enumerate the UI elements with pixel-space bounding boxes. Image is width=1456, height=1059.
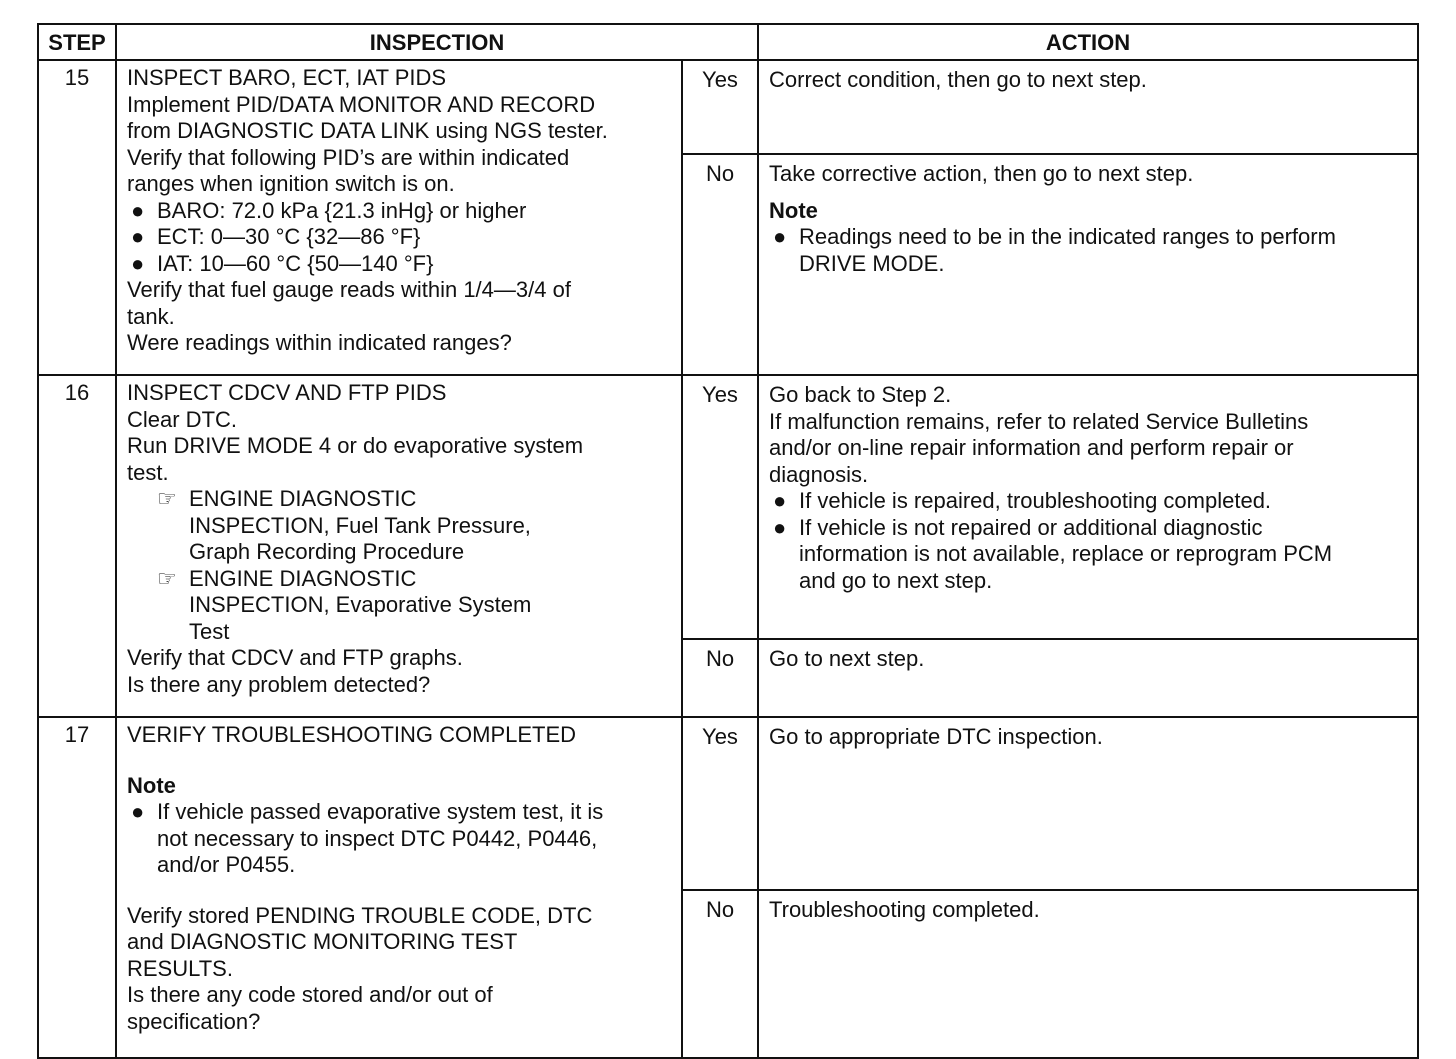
- no-action: [758, 154, 1418, 375]
- inspection-line: Run DRIVE MODE 4 or do evaporative system: [127, 433, 584, 458]
- yes-label: Yes: [682, 717, 758, 890]
- bullet-item: [769, 515, 1409, 595]
- bullet-text: information is not available, replace or reprogram PCM: [799, 541, 1333, 566]
- inspection-title: INSPECT BARO, ECT, IAT PIDS: [127, 65, 447, 90]
- bullet-icon: ●: [773, 514, 787, 540]
- action-text: Troubleshooting completed.: [769, 897, 1040, 922]
- bullet-item: [127, 799, 673, 879]
- no-label: No: [682, 154, 758, 375]
- bullet-item: [127, 224, 673, 251]
- inspection-line: Implement PID/DATA MONITOR AND RECORD: [127, 91, 596, 117]
- inspection-line: ranges when ignition switch is on.: [127, 171, 455, 196]
- bullet-icon: ●: [131, 250, 145, 276]
- header-step: STEP: [38, 24, 116, 60]
- yes-action: [758, 60, 1418, 154]
- reference-text: Test: [189, 618, 230, 644]
- inspection-line: Verify that following PID’s are within indicated: [127, 144, 570, 170]
- action-text: diagnosis.: [769, 461, 869, 487]
- reference-text: ENGINE DIAGNOSTIC: [189, 565, 417, 591]
- bullet-icon: ●: [131, 197, 145, 223]
- inspection-line: from DIAGNOSTIC DATA LINK using NGS tester.: [127, 118, 608, 143]
- no-label: No: [682, 890, 758, 1058]
- step-17-inspection: [116, 717, 682, 1058]
- bullet-item: [127, 198, 673, 225]
- bullet-item: [769, 224, 1409, 277]
- step-17-yes-row: [38, 717, 1418, 890]
- reference-text: ENGINE DIAGNOSTIC: [189, 486, 417, 511]
- reference-text: Graph Recording Procedure: [189, 539, 465, 564]
- header-row: [38, 24, 1418, 60]
- bullet-icon: ●: [131, 224, 145, 249]
- bullet-text: If vehicle passed evaporative system test, it is: [157, 799, 604, 824]
- action-text: and/or on-line repair information and perform repair or: [769, 435, 1294, 460]
- step-15-inspection: [116, 60, 682, 375]
- no-action: [758, 890, 1418, 1058]
- bullet-icon: ●: [131, 799, 145, 824]
- bullet-text: IAT: 10—60 °C {50—140 °F}: [157, 250, 434, 276]
- inspection-line: tank.: [127, 303, 175, 329]
- action-text: Go to appropriate DTC inspection.: [769, 724, 1103, 749]
- inspection-title: VERIFY TROUBLESHOOTING COMPLETED: [127, 722, 577, 747]
- inspection-line: Verify stored PENDING TROUBLE CODE, DTC: [127, 902, 593, 928]
- reference-link[interactable]: [127, 566, 673, 646]
- action-text: Go to next step.: [769, 646, 925, 671]
- troubleshooting-table: [37, 23, 1419, 1059]
- step-number: 16: [38, 375, 116, 717]
- bullet-text: Readings need to be in the indicated ranges to perform: [799, 224, 1336, 249]
- inspection-title: INSPECT CDCV AND FTP PIDS: [127, 380, 447, 405]
- yes-label: Yes: [682, 60, 758, 154]
- step-number: 15: [38, 60, 116, 375]
- inspection-question: Were readings within indicated ranges?: [127, 330, 512, 355]
- inspection-question: Is there any code stored and/or out of: [127, 982, 493, 1007]
- inspection-question: specification?: [127, 1008, 261, 1034]
- action-text: Take corrective action, then go to next step.: [769, 161, 1194, 186]
- step-16-inspection: [116, 375, 682, 717]
- inspection-line: RESULTS.: [127, 955, 233, 981]
- step-number: 17: [38, 717, 116, 1058]
- reference-text: INSPECTION, Evaporative System: [189, 592, 532, 617]
- bullet-icon: ●: [773, 488, 787, 513]
- step-15-yes-row: [38, 60, 1418, 154]
- header-action: ACTION: [758, 24, 1418, 60]
- yes-label: Yes: [682, 375, 758, 639]
- bullet-text: DRIVE MODE.: [799, 250, 945, 276]
- bullet-item: [127, 251, 673, 278]
- reference-text: INSPECTION, Fuel Tank Pressure,: [189, 512, 531, 538]
- action-text: Correct condition, then go to next step.: [769, 67, 1147, 92]
- inspection-question: Is there any problem detected?: [127, 671, 431, 697]
- bullet-icon: ●: [773, 224, 787, 249]
- note-heading: Note: [127, 772, 176, 798]
- inspection-line: test.: [127, 459, 169, 485]
- bullet-text: and/or P0455.: [157, 852, 296, 877]
- bullet-text: and go to next step.: [799, 567, 993, 593]
- bullet-item: [769, 488, 1409, 515]
- header-inspection: INSPECTION: [116, 24, 758, 60]
- no-label: No: [682, 639, 758, 717]
- bullet-text: If vehicle is repaired, troubleshooting completed.: [799, 488, 1272, 513]
- inspection-line: Clear DTC.: [127, 406, 238, 432]
- note-heading: Note: [769, 197, 818, 223]
- inspection-line: and DIAGNOSTIC MONITORING TEST: [127, 929, 518, 954]
- pointing-hand-icon: ☞: [157, 486, 177, 511]
- bullet-text: not necessary to inspect DTC P0442, P0446,: [157, 825, 598, 851]
- bullet-text: ECT: 0—30 °C {32—86 °F}: [157, 224, 421, 249]
- bullet-text: If vehicle is not repaired or additional diagnostic: [799, 514, 1263, 540]
- reference-link[interactable]: [127, 486, 673, 566]
- inspection-line: Verify that CDCV and FTP graphs.: [127, 645, 463, 670]
- action-text: If malfunction remains, refer to related Service Bulletins: [769, 408, 1309, 434]
- bullet-text: BARO: 72.0 kPa {21.3 inHg} or higher: [157, 197, 527, 223]
- pointing-hand-icon: ☞: [157, 565, 177, 591]
- yes-action: [758, 717, 1418, 890]
- inspection-line: Verify that fuel gauge reads within 1/4—3/4 of: [127, 277, 571, 302]
- yes-action: [758, 375, 1418, 639]
- no-action: [758, 639, 1418, 717]
- action-text: Go back to Step 2.: [769, 382, 952, 407]
- step-16-yes-row: [38, 375, 1418, 639]
